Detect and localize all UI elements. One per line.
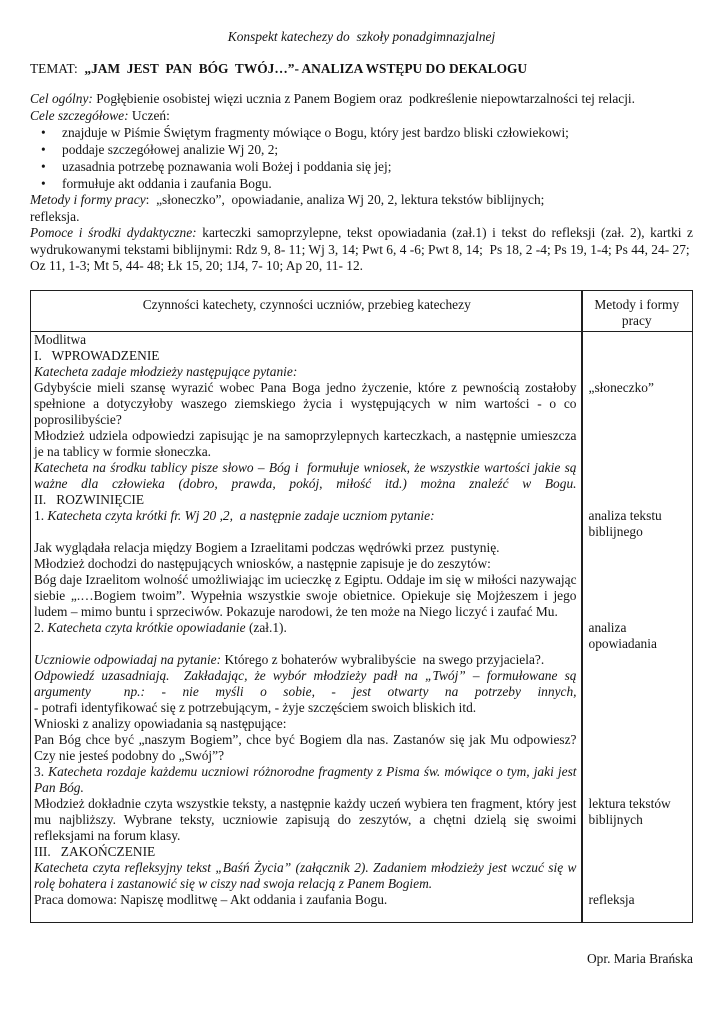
section-heading: I. WPROWADZENIE <box>34 347 160 363</box>
methods-cell <box>583 460 692 492</box>
table-row <box>31 620 692 652</box>
activity-text: Katecheta czyta refleksyjny tekst „Baśń Życia” (załącznik 2). Zadaniem młodzieży jest wczuć się w rolę bohatera i zastanowić się w ciszy nad swoja relacją z Panem Bogiem. <box>34 859 577 891</box>
table-row <box>31 508 692 540</box>
activity-text: - potrafi identyfikować się z potrzebującym, - żyje szczęściem swoich bliskich itd. <box>34 699 477 715</box>
activity-text: Młodzież dokładnie czyta wszystkie teksty, a następnie każdy uczeń wybiera ten fragment, który jest mu najbliższy. Wybrane teksty, uczniowie zapisują do zeszytów, a chętni dzielą się swoimi refleksjami na forum klasy. <box>34 795 577 843</box>
activities-cell <box>31 860 583 892</box>
specific-goals-text: Uczeń: <box>128 107 170 123</box>
aids-label: Pomoce i środki dydaktyczne: <box>30 225 197 240</box>
section-heading: III. ZAKOŃCZENIE <box>34 843 156 859</box>
goal-item-text: znajduje w Piśmie Świętym fragmenty mówiące o Bogu, który jest bardzo bliski człowiekowi; <box>62 125 569 140</box>
methods-text: : „słoneczko”, opowiadanie, analiza Wj 20, 2, lektura tekstów biblijnych; <box>145 192 545 207</box>
specific-goals <box>30 108 693 125</box>
table-header-row <box>31 291 692 332</box>
activities-header-cell: Czynności katechety, czynności uczniów, przebieg katechezy <box>142 296 471 312</box>
activity-text: Gdybyście mieli szansę wyrazić wobec Pana Boga jedno życzenie, które z pewnością zostałoby spełnione a dotyczyłoby waszego ziemskiego życia i występujących w nim wartości - o co poprosilibyście? <box>34 379 577 427</box>
methods-cell <box>583 844 692 860</box>
activities-cell <box>31 460 583 492</box>
activities-cell <box>31 556 583 572</box>
table-row <box>31 844 692 860</box>
activity-text: Odpowiedź uzasadniają. Zakładając, że wybór młodzieży padł na „Twój” – formułowane są argumenty np.: - nie myśli o sobie, - jest otwarty na potrzeby innych, <box>34 667 577 699</box>
goal-item-text: uzasadnia potrzebę poznawania woli Bożej i poddania się jej; <box>62 159 392 174</box>
activity-text: Praca domowa: Napiszę modlitwę – Akt oddania i zaufania Bogu. <box>34 891 388 907</box>
text-segment: Katecheta rozdaje każdemu uczniowi różnorodne fragmenty z Pisma św. mówiące o tym, jaki jest Pan Bóg. <box>34 763 577 795</box>
activity-text: Katecheta na środku tablicy pisze słowo – Bóg i formułuje wniosek, że wszystkie wartości jakie są ważne dla człowieka (dobro, prawda, pokój, miłość itd.) można znaleźć w Bogu. <box>34 459 577 491</box>
goal-item <box>30 124 693 141</box>
activities-cell <box>31 364 583 380</box>
text-segment: 1. <box>34 507 48 523</box>
methods-cell <box>583 668 692 716</box>
activities-cell <box>31 540 583 556</box>
methods-header-cell: Metody i formy pracy <box>594 296 680 328</box>
intro-section <box>30 91 693 275</box>
activity-text: Młodzież udziela odpowiedzi zapisując je na samoprzylepnych karteczkach, a następnie umieszcza je na tablicy w formie słoneczka. <box>34 427 577 459</box>
bullet-icon: • <box>41 176 46 191</box>
activities-cell <box>31 348 583 364</box>
general-goal <box>30 91 693 108</box>
table-row <box>31 652 692 668</box>
aids-line <box>30 225 693 275</box>
text-segment: Katecheta czyta krótkie opowiadanie <box>47 619 249 635</box>
bullet-icon: • <box>41 159 46 174</box>
methods-line <box>30 192 693 225</box>
methods-cell <box>583 652 692 668</box>
activity-text <box>34 508 577 524</box>
document-title: Konspekt katechezy do szkoły ponadgimnazjalnej <box>227 29 496 44</box>
activities-cell <box>31 716 583 732</box>
table-row <box>31 492 692 508</box>
methods-cell <box>583 364 692 380</box>
activities-cell <box>31 332 583 348</box>
methods-cell <box>583 556 692 572</box>
activity-text <box>34 764 577 796</box>
methods-label: Metody i formy pracy <box>30 192 146 207</box>
methods-cell: analiza opowiadania <box>588 619 657 651</box>
methods-cell: analiza tekstu biblijnego <box>588 507 662 539</box>
text-segment: 3. <box>34 763 49 779</box>
goal-item-text: poddaje szczegółowej analizie Wj 20, 2; <box>62 142 279 157</box>
text-segment: Uczniowie odpowiadaj na pytanie: <box>34 651 225 667</box>
activities-cell <box>31 492 583 508</box>
table-row <box>31 380 692 428</box>
table-row <box>31 732 692 764</box>
activities-cell <box>31 620 583 652</box>
activities-cell <box>31 508 583 540</box>
goal-item-text: formułuje akt oddania i zaufania Bogu. <box>62 176 272 191</box>
general-goal-text: Pogłębienie osobistej więzi ucznia z Panem Bogiem oraz podkreślenie niepowtarzalności tej relacji. <box>92 91 635 106</box>
table-row <box>31 860 692 892</box>
goal-item <box>30 158 693 175</box>
activities-cell <box>31 428 583 460</box>
table-row <box>31 332 692 348</box>
goal-item <box>30 141 693 158</box>
activity-text: Pan Bóg chce być „naszym Bogiem”, chce być Bogiem dla nas. Zastanów się jak Mu odpowiesz? Czy nie jesteś podobny do „Swój”? <box>34 731 577 763</box>
table-row <box>31 540 692 556</box>
activity-text <box>34 620 577 636</box>
goals-list <box>30 124 693 192</box>
methods-cell <box>583 428 692 460</box>
methods-cell <box>583 716 692 732</box>
text-segment: 2. <box>34 619 48 635</box>
topic-label: TEMAT: <box>30 61 78 76</box>
table-body <box>31 332 692 922</box>
table-row <box>31 460 692 492</box>
section-heading: II. ROZWINIĘCIE <box>34 491 145 507</box>
methods-text-2: refleksja. <box>30 208 80 224</box>
lesson-table <box>30 290 693 923</box>
methods-cell <box>583 540 692 556</box>
text-segment: (zał.1). <box>248 619 287 635</box>
methods-cell <box>583 492 692 508</box>
table-row <box>31 668 692 716</box>
table-row <box>31 348 692 364</box>
general-goal-label: Cel ogólny: <box>30 91 93 106</box>
activities-cell <box>31 380 583 428</box>
activity-text: Katecheta zadaje młodzieży następujące pytanie: <box>34 363 298 379</box>
table-row <box>31 892 692 908</box>
methods-cell <box>583 348 692 364</box>
text-segment: Którego z bohaterów wybralibyście na swego przyjaciela?. <box>224 651 545 667</box>
topic-line <box>30 60 693 78</box>
specific-goals-label: Cele szczegółowe: <box>30 107 129 123</box>
methods-cell: „słoneczko” <box>588 379 654 395</box>
table-row <box>31 764 692 796</box>
methods-cell <box>583 572 692 620</box>
topic-title: „JAM JEST PAN BÓG TWÓJ…”- ANALIZA WSTĘPU DO DEKALOGU <box>84 61 528 76</box>
activity-text: Wnioski z analizy opowiadania są następujące: <box>34 715 287 731</box>
table-row <box>31 716 692 732</box>
table-row <box>31 556 692 572</box>
activity-text: Młodzież dochodzi do następujących wniosków, a następnie zapisuje je do zeszytów: <box>34 555 491 571</box>
activity-text: Bóg daje Izraelitom wolność umożliwiając im ucieczkę z Egiptu. Oddaje im się w miłości nazywając siebie „.…Bogiem twoim”. Wypełnia wszystkie swoje obietnice. Opiekuje się Mojżeszem i jego ludem – mimo buntu i sprzeciwów. Pokazuje narodowi, że ten może na Niego liczyć i zaufać Mu. <box>34 571 577 619</box>
activity-text <box>34 652 577 668</box>
bullet-icon: • <box>41 125 46 140</box>
bullet-icon: • <box>41 142 46 157</box>
activities-cell <box>31 732 583 764</box>
aids-text: karteczki samoprzylepne, tekst opowiadania (zał.1) i tekst do refleksji (zał. 2), kartki z wydrukowanymi tekstami biblijnymi: Rdz 9, 8- 11; Wj 3, 14; Pwt 6, 4 -6; Pwt 8, 14; Ps 18, 2 -4; Ps 19, 1-4; Ps 44, 24- 27; Oz 11, 1-3; Mt 5, 44- 48; Łk 15, 20; 1J4, 7- 10; Ap 20, 11- 12. <box>30 225 693 273</box>
methods-cell: lektura tekstów biblijnych <box>588 795 671 827</box>
activities-cell <box>31 892 583 908</box>
table-row <box>31 796 692 844</box>
table-row <box>31 428 692 460</box>
activity-text: Jak wyglądała relacja między Bogiem a Izraelitami podczas wędrówki przez pustynię. <box>34 539 500 555</box>
activities-cell <box>31 572 583 620</box>
methods-cell <box>583 332 692 348</box>
activities-cell <box>31 844 583 860</box>
goal-item <box>30 175 693 192</box>
methods-cell: refleksja <box>588 891 635 907</box>
text-segment: Katecheta czyta krótki fr. Wj 20 ,2, a następnie zadaje uczniom pytanie: <box>47 507 435 523</box>
activity-text: Modlitwa <box>34 331 87 347</box>
author-credit: Opr. Maria Brańska <box>587 950 693 966</box>
table-row <box>31 572 692 620</box>
methods-cell <box>583 860 692 892</box>
activities-cell <box>31 652 583 668</box>
activities-cell <box>31 796 583 844</box>
methods-cell <box>583 732 692 764</box>
activities-cell <box>31 668 583 716</box>
table-row <box>31 364 692 380</box>
activities-cell <box>31 764 583 796</box>
methods-cell <box>583 764 692 796</box>
